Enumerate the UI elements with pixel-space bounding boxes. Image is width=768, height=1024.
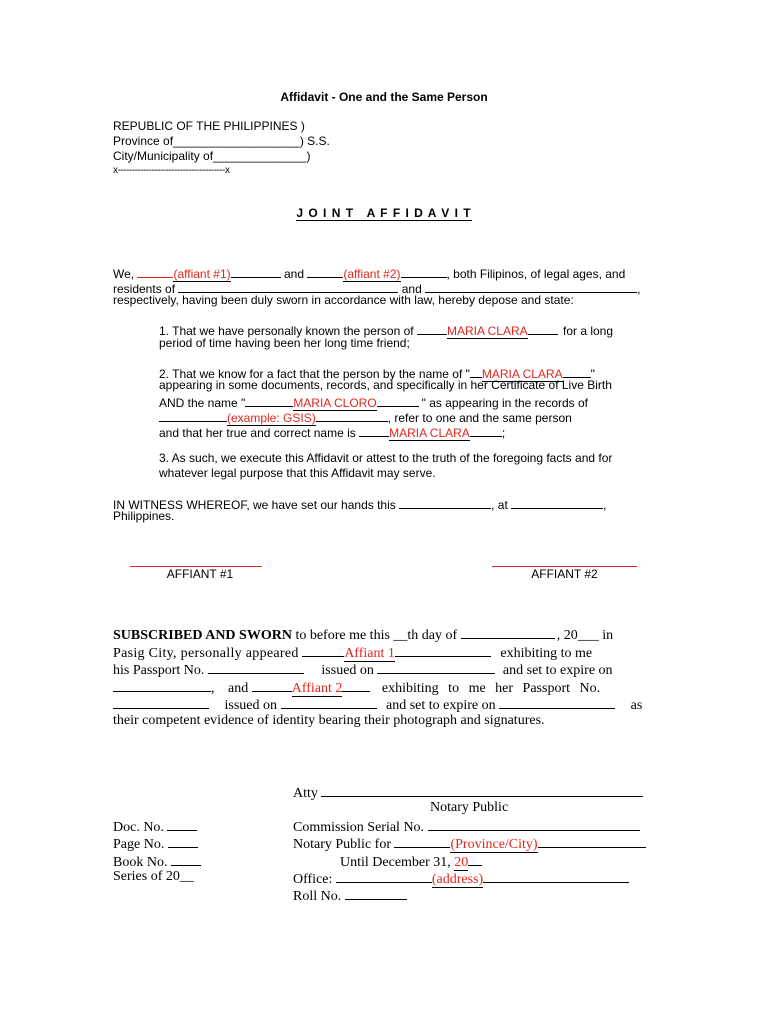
jurat-expire: and set to expire on: [502, 663, 613, 678]
intro-line-3: respectively, having been duly sworn in accordance with law, hereby depose and state:: [113, 293, 574, 307]
blank: [563, 364, 591, 378]
atty-label: Atty: [293, 786, 318, 801]
blank: [394, 833, 450, 848]
roll-no: [293, 885, 407, 906]
affiant-1-label: AFFIANT #1: [166, 567, 234, 581]
comma: ,: [603, 498, 607, 512]
book-no-blank: [171, 851, 201, 866]
para-3-line-2: whatever legal purpose that this Affidavit may serve.: [159, 466, 436, 480]
records-agency-placeholder: (example: GSIS): [227, 411, 316, 425]
caption-separator: x--------------------------------------x: [113, 165, 230, 176]
atty-name-blank: [321, 782, 643, 797]
page-no-label: Page No.: [113, 837, 165, 852]
p1-text: 1. That we have personally known the person of: [159, 324, 414, 338]
p2-and-name: AND the name ": [159, 396, 246, 410]
roll-no-label: Roll No.: [293, 889, 342, 904]
witness-line-2: Philippines.: [113, 509, 175, 523]
expire-2-blank: [499, 694, 615, 709]
affiant-2-placeholder: (affiant #2): [343, 267, 401, 281]
p1-text-b: for a long: [563, 324, 614, 338]
series-of: Series of 20__: [113, 869, 194, 884]
birth-certificate-name: MARIA CLARA: [481, 367, 563, 381]
jurat-and: and: [228, 681, 249, 696]
affiant-2-label: AFFIANT #2: [531, 567, 598, 581]
intro-and-2: and: [401, 282, 422, 296]
blank: [137, 264, 173, 278]
para-3-line-1: 3. As such, we execute this Affidavit or attest to the truth of the foregoing facts and for: [159, 451, 613, 465]
blank: [336, 868, 432, 883]
blank: [359, 423, 389, 437]
blank: [342, 677, 370, 692]
blank: [302, 642, 344, 657]
until-year: 20: [454, 855, 469, 870]
place-blank: [511, 495, 603, 509]
jurat-passport-1: his Passport No.: [113, 663, 205, 678]
issued-2-blank: [281, 694, 377, 709]
blank: [417, 321, 447, 335]
blank: [395, 642, 491, 657]
blank: [528, 321, 558, 335]
affiant-2-name: Affiant 2: [291, 681, 343, 696]
jurat-day: to before me this __th day of: [295, 628, 458, 643]
until-label: Until December 31,: [340, 855, 451, 870]
intro-line-2: residents of and ,: [113, 279, 640, 297]
page-no-blank: [168, 833, 198, 848]
witness-text: IN WITNESS WHEREOF, we have set our hands this: [113, 498, 396, 512]
known-person-name: MARIA CLARA: [446, 324, 528, 338]
p2-text: 2. That we know for a fact that the person by the name of ": [159, 367, 470, 381]
jurat-exhibiting: exhibiting to me: [500, 646, 593, 661]
blank: [307, 264, 343, 278]
issued-1-blank: [377, 659, 495, 674]
blank: [316, 408, 388, 422]
blank: [245, 393, 293, 407]
p2-true-name-label: and that her true and correct name is: [159, 426, 356, 440]
witness-at: , at: [491, 498, 508, 512]
jurat-as: as: [630, 698, 643, 713]
p2-same-person: , refer to one and the same person: [387, 411, 572, 425]
joint-affidavit-heading: [0, 206, 768, 221]
para-1-line-2: period of time having been her long time friend;: [159, 336, 410, 350]
blank: [252, 677, 292, 692]
residents-of: residents of: [113, 282, 176, 296]
expire-1-blank: [113, 677, 211, 692]
intro-and: and: [283, 267, 304, 281]
jurat-appeared: Pasig City, personally appeared: [113, 646, 299, 661]
heading-text: J O I N T A F F I D A V I T: [296, 206, 472, 220]
document-title: [0, 90, 768, 105]
notary-public-label: Notary Public: [430, 800, 509, 815]
commission-label: Commission Serial No.: [293, 820, 425, 835]
province-city-placeholder: (Province/City): [450, 837, 538, 852]
passport-1-blank: [208, 659, 304, 674]
blank: [538, 833, 646, 848]
passport-2-blank: [113, 694, 209, 709]
date-blank: [399, 495, 491, 509]
caption-republic: REPUBLIC OF THE PHILIPPINES ): [113, 119, 305, 133]
alias-name: MARIA CLORO: [293, 396, 377, 410]
caption-province: Province of___________________) S.S.: [113, 134, 330, 148]
blank: [159, 408, 227, 422]
jurat-expire-2: and set to expire on: [386, 698, 496, 713]
book-no-label: Book No.: [113, 855, 168, 870]
witness-line-1: [113, 495, 606, 513]
para-2-line-2: appearing in some documents, records, and specifically in her Certificate of Live Birth: [159, 378, 612, 392]
jurat-passport-2: exhibiting to me her Passport No.: [381, 681, 601, 696]
office-label: Office:: [293, 872, 333, 887]
title-text: Affidavit - One and the Same Person: [280, 90, 488, 104]
p2-records: " as appearing in the records of: [421, 396, 589, 410]
blank: [470, 364, 482, 378]
comma: ,: [211, 681, 215, 696]
jurat-line-6: their competent evidence of identity bearing their photograph and signatures.: [113, 713, 545, 728]
residence-2-blank: [425, 279, 637, 293]
jurat-year: , 20___ in: [556, 628, 614, 643]
affiant-1-placeholder: (affiant #1): [173, 267, 231, 281]
intro-end: , both Filipinos, of legal ages, and: [446, 267, 626, 281]
subscribed-sworn: SUBSCRIBED AND SWORN: [113, 628, 292, 643]
blank: [231, 264, 281, 278]
quote: ": [590, 367, 595, 381]
blank: [470, 423, 502, 437]
residence-1-blank: [178, 279, 398, 293]
blank: [468, 851, 482, 866]
jurat-issued: issued on: [321, 663, 374, 678]
jurat-issued-2: issued on: [224, 698, 277, 713]
commission-blank: [428, 816, 640, 831]
roll-no-blank: [345, 885, 407, 900]
true-name: MARIA CLARA: [389, 426, 470, 440]
para-2-line-5: [159, 423, 505, 441]
blank: [483, 868, 629, 883]
affiant-1-name: Affiant 1: [344, 646, 395, 661]
doc-no-label: Doc. No.: [113, 820, 164, 835]
npfor-label: Notary Public for: [293, 837, 391, 852]
intro-we: We,: [113, 267, 135, 281]
blank: [377, 393, 419, 407]
blank: [401, 264, 447, 278]
month-blank: [461, 624, 555, 639]
doc-no-blank: [167, 816, 197, 831]
caption-city: City/Municipality of______________): [113, 149, 311, 163]
semicolon: ;: [501, 426, 506, 440]
address-placeholder: (address): [431, 872, 484, 887]
